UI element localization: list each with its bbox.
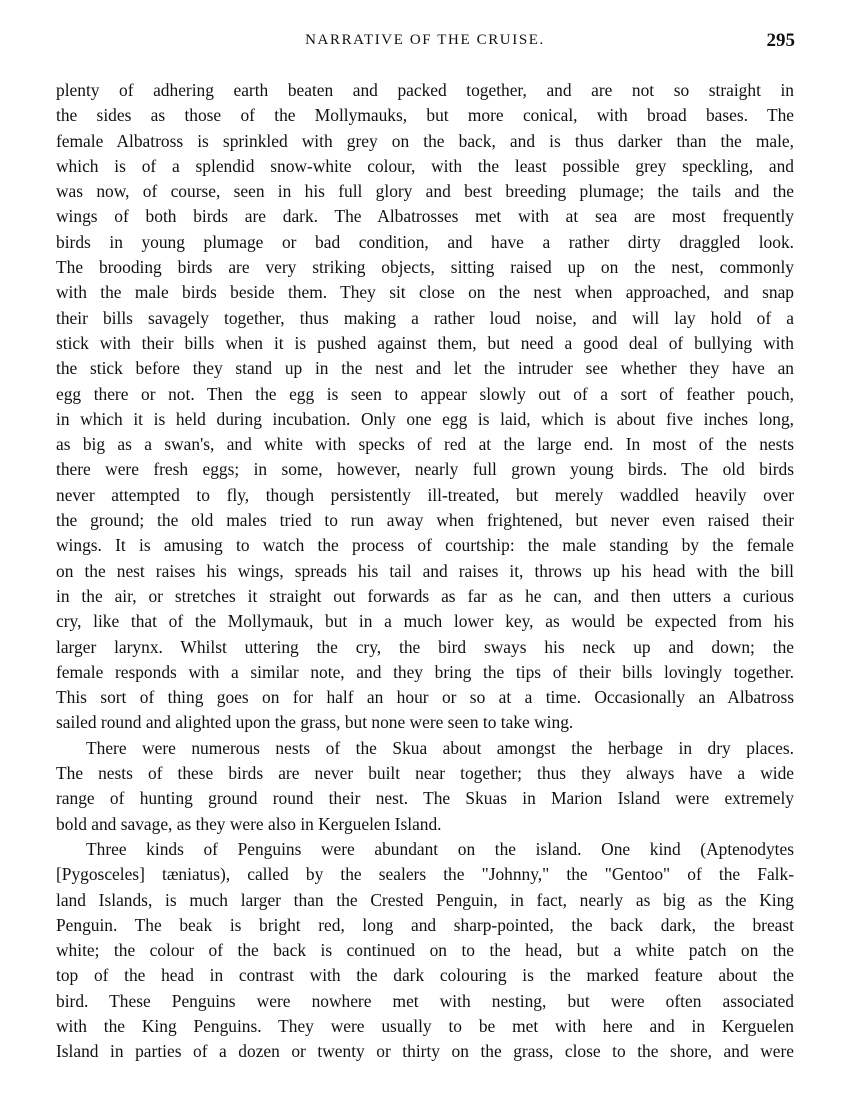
text-line: Island in parties of a dozen or twenty or thirty on the grass, close to the shore, and were [56,1041,794,1062]
running-head [0,32,850,54]
text-line: Three kinds of Penguins were abundant on the island. One kind (Aptenodytes [86,838,794,859]
text-line: wings of both birds are dark. The Albatrosses met with at sea are most frequently [56,206,794,227]
text-line: cry, like that of the Mollymauk, but in a much lower key, as would be expected from his [56,611,794,632]
text-line: the sides as those of the Mollymauks, but more conical, with broad bases. The [56,105,794,126]
text-line: in the air, or stretches it straight out forwards as far as he can, and then utters a curious [56,585,794,606]
text-line: female Albatross is sprinkled with grey on the back, and is thus darker than the male, [56,130,794,151]
text-line: was now, of course, seen in his full glory and best breeding plumage; the tails and the [56,181,794,202]
text-line: stick with their bills when it is pushed against them, but need a good deal of bullying with [56,332,794,353]
text-line: never attempted to fly, though persistently ill-treated, but merely waddled heavily over [56,484,794,505]
text-line: There were numerous nests of the Skua about amongst the herbage in dry places. [86,737,794,758]
text-line: Penguin. The beak is bright red, long and sharp-pointed, the back dark, the breast [56,914,794,935]
text-line: there were fresh eggs; in some, however, nearly full grown young birds. The old birds [56,459,794,480]
text-line: top of the head in contrast with the dark colouring is the marked feature about the [56,965,794,986]
text-line: as big as a swan's, and white with specks of red at the large end. In most of the nests [56,434,794,455]
text-line: with the King Penguins. They were usually to be met with here and in Kerguelen [56,1015,794,1036]
text-line: The brooding birds are very striking objects, sitting raised up on the nest, commonly [56,257,794,278]
text-line: wings. It is amusing to watch the process of courtship: the male standing by the female [56,535,794,556]
text-line: sailed round and alighted upon the grass, but none were seen to take wing. [56,712,574,733]
text-line: bird. These Penguins were nowhere met with nesting, but were often associated [56,990,794,1011]
text-line: on the nest raises his wings, spreads his tail and raises it, throws up his head with the bill [56,560,794,581]
text-line: female responds with a similar note, and they bring the tips of their bills lovingly together. [56,661,794,682]
text-line: plenty of adhering earth beaten and packed together, and are not so straight in [56,80,794,100]
text-line: their bills savagely together, thus making a rather loud noise, and will lay hold of a [56,307,794,328]
text-line: birds in young plumage or bad condition, and have a rather dirty draggled look. [56,231,794,252]
text-line: bold and savage, as they were also in Kerguelen Island. [56,813,442,834]
text-line: This sort of thing goes on for half an hour or so at a time. Occasionally an Albatross [56,687,794,708]
text-line: in which it is held during incubation. Only one egg is laid, which is about five inches long, [56,408,794,429]
page-title: NARRATIVE OF THE CRUISE. [305,32,545,48]
text-line: larger larynx. Whilst uttering the cry, the bird sways his neck up and down; the [56,636,794,657]
text-line: land Islands, is much larger than the Crested Penguin, in fact, nearly as big as the King [56,889,794,910]
text-line: with the male birds beside them. They sit close on the nest when approached, and snap [56,282,794,303]
text-line: white; the colour of the back is continued on to the head, but a white patch on the [56,940,794,961]
text-line: range of hunting ground round their nest. The Skuas in Marion Island were extremely [56,788,794,809]
text-line: the ground; the old males tried to run away when frightened, but never even raised their [56,510,794,531]
body-text [56,78,794,1065]
text-line: The nests of these birds are never built near together; thus they always have a wide [56,763,794,784]
text-line: egg there or not. Then the egg is seen to appear slowly out of a sort of feather pouch, [56,383,794,404]
text-line: [Pygosceles] tæniatus), called by the sealers the "Johnny," the "Gentoo" of the Falk- [56,864,794,885]
text-line: which is of a splendid snow-white colour, with the least possible grey speckling, and [56,155,794,176]
page-number: 295 [766,30,795,51]
text-line: the stick before they stand up in the nest and let the intruder see whether they have an [56,358,794,379]
